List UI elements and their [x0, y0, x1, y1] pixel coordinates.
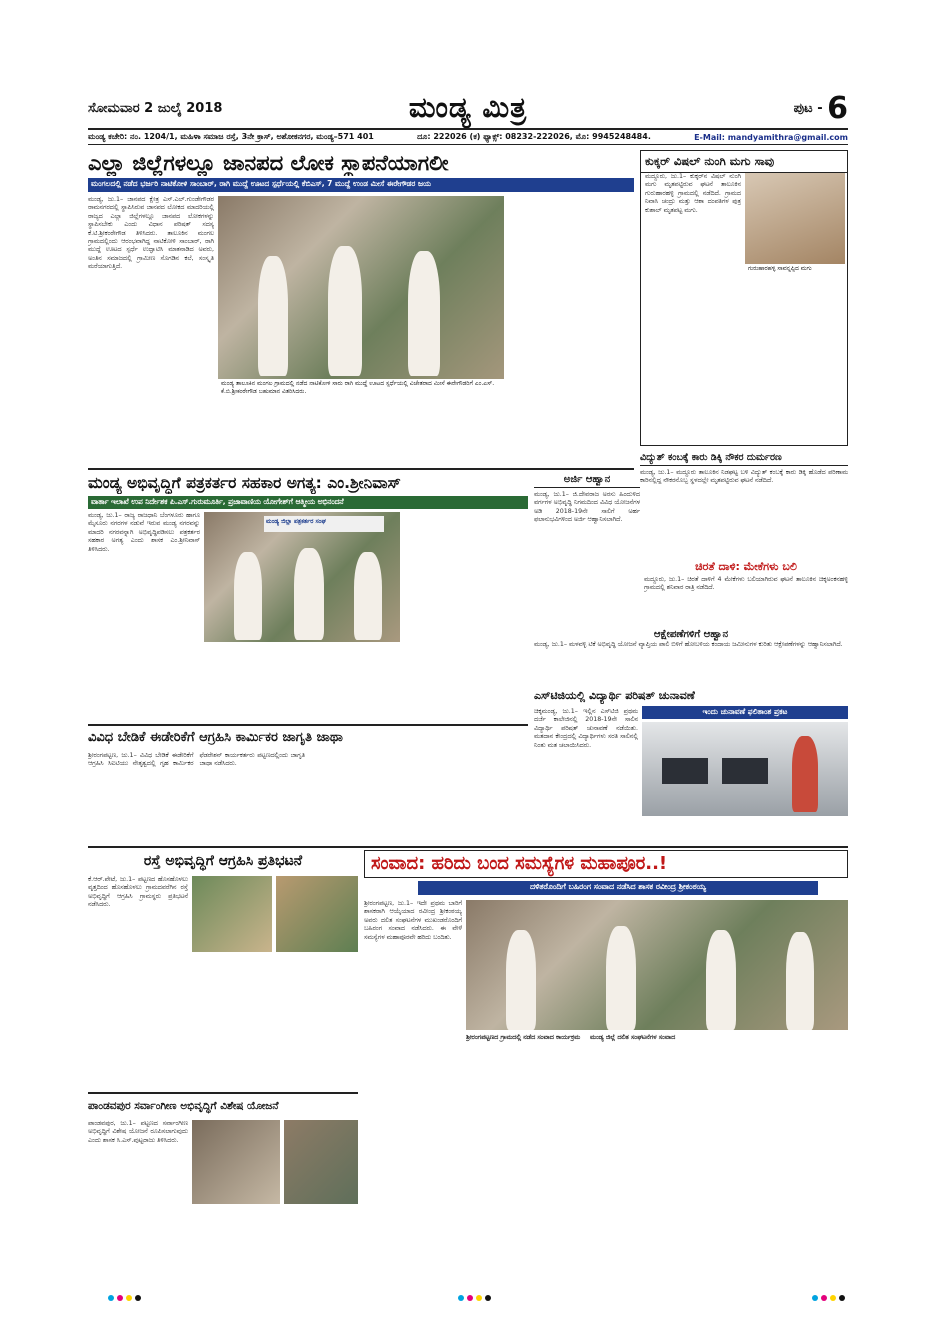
- masthead: [88, 88, 848, 128]
- sfi-body-continued: [642, 818, 848, 842]
- janapada-subhead: ಮಂಗಲದಲ್ಲಿ ನಡೆದ ಭರ್ಜರಿ ನಾಟಿಕೋಳಿ ಸಾಂಬಾರ್, ರಾಗಿ ಮುದ್ದೆ ಊಟದ ಸ್ಪರ್ಧೆಯಲ್ಲಿ ಕೆಬಿಎಸ್, 7 ಮುದ್ದೆ ಉಂಡ ಮೀಸೆ ಈರೇಗೌಡರ ಜಯ: [88, 178, 634, 192]
- vidyut-headline: ವಿದ್ಯುತ್ ಕಂಬಕ್ಕೆ ಕಾರು ಡಿಕ್ಕಿ ನೌಕರ ದುರ್ಮರಣ: [640, 450, 848, 466]
- office-address: ಮಂಡ್ಯ ಕಚೇರಿ: ನಂ. 1204/1, ಮಹಿಳಾ ಸಮಾಜ ರಸ್ತೆ, 3ನೇ ಕ್ರಾಸ್, ಅಶೋಕನಗರ, ಮಂಡ್ಯ–571 401: [88, 132, 374, 141]
- vidyut-story: [640, 450, 848, 554]
- janapada-body: ಮಂಡ್ಯ, ಜು.1– ಜಾನಪದ ಕ್ಷೇತ್ರ ಎಸ್.ಎಲ್.ಗುಂಡೇಗೌಡರ ರಾಮನಗರದಲ್ಲಿ ಸ್ಥಾಪಿಸಿರುವ ಜಾನಪದ ಲೋಕದ ಮಾದರಿಯಲ್ಲಿ ರಾಜ್ಯದ ಎಲ್ಲಾ ಜಿಲ್ಲೆಗಳಲ್ಲೂ ಜಾನಪದ ಲೋಕಗಳನ್ನು ಸ್ಥಾಪಿಸಬೇಕು ಎಂದು ವಿಧಾನ ಪರಿಷತ್ ಸದಸ್ಯ ಕೆ.ಟಿ.ಶ್ರೀಕಂಠೇಗೌಡ ತಿಳಿಸಿದರು. ತಾಲೂಕಿನ ಮಂಗಲ ಗ್ರಾಮದಲ್ಲಿಂದು ಆರಂಭವಾಗಿದ್ದ ನಾಟಿಕೋಳಿ ಸಾಂಬಾರ್, ರಾಗಿ ಮುದ್ದೆ ಊಟದ ಸ್ಪರ್ಧೆ ಉದ್ಘಾಟಿಸಿ ಮಾತನಾಡಿದ ಅವರು, ಅಂತಿನ ಸಮಾಜದಲ್ಲಿ ಗ್ರಾಮೀಣ ಸೊಗಡಿನ ಕಲೆ, ಸಂಸ್ಕೃತಿ ಮರೆಯಾಗುತ್ತಿದೆ.: [88, 196, 214, 271]
- registration-marks-right: [812, 1295, 845, 1301]
- janapada-photo-caption: ಮಂಡ್ಯ ತಾಲೂಕಿನ ಮಂಗಲ ಗ್ರಾಮದಲ್ಲಿ ನಡೆದ ನಾಟಿಕೋಳಿ ಸಾರು ರಾಗಿ ಮುದ್ದೆ ಊಟದ ಸ್ಪರ್ಧೆಯಲ್ಲಿ ವಿಜೇತರಾದ ಮೀಸೆ ಈರೇಗೌಡರಿಗೆ ಎಂ.ಎಸ್. ಕೆ.ಬಿ.ಶ್ರೀಕಂಠೇಗೌಡ ಬಹುಮಾನ ವಿತರಿಸಿದರು.: [218, 379, 504, 396]
- sfi-headline-box: [534, 688, 848, 704]
- akshepane-story: [534, 628, 848, 684]
- sfi-subhead: ಇಂದು ಚುನಾವಣೆ ಫಲಿತಾಂಶ ಪ್ರಕಟ: [642, 706, 848, 719]
- abhivruddhi-photo: [204, 512, 400, 642]
- page-label: ಪುಟ -: [793, 100, 823, 116]
- abhivruddhi-subhead: ವಾರ್ತಾ ಇಲಾಖೆ ಉಪ ನಿರ್ದೇಶಕ ಪಿ.ಎಸ್.ಗುರುಮೂರ್ತಿ, ಪ್ರಜಾವಾಣಿಯ ಯೋಗೇಶ್‌ಗೆ ಆತ್ಮೀಯ ಅಭಿನಂದನೆ: [88, 496, 528, 509]
- page-number: [648, 91, 848, 126]
- raste-body: ಕೆ.ಆರ್.ಪೇಟೆ, ಜು.1– ಪಟ್ಟಣದ ಹೊಸಹೊಳಲು ವೃತ್ತದಿಂದ ಹೊಸಹೊಳಲು ಗ್ರಾಮದವರೆಗಿನ ರಸ್ತೆ ಅಭಿವೃದ್ಧಿಗೆ ಆಗ್ರಹಿಸಿ ಗ್ರಾಮಸ್ಥರು ಪ್ರತಿಭಟನೆ ನಡೆಸಿದರು.: [88, 876, 188, 909]
- pandavapura-photo-1: [192, 1120, 280, 1204]
- samvada-body-col4: [714, 1034, 848, 1290]
- raste-photo-2: [276, 876, 358, 952]
- janapada-body-col3: [508, 196, 634, 464]
- vividha-headline: ವಿವಿಧ ಬೇಡಿಕೆ ಈಡೇರಿಕೆಗೆ ಆಗ್ರಹಿಸಿ ಕಾರ್ಮಿಕರ ಜಾಗೃತಿ ಜಾಥಾ: [88, 730, 343, 745]
- cooker-photo-caption: ಗುರುಹಾರಹಳ್ಳಿ ಸಾವನ್ನಪ್ಪಿದ ಮಗು: [745, 264, 845, 274]
- registration-marks-center: [458, 1295, 491, 1301]
- samvada-body-continued: [466, 1062, 710, 1290]
- pandavapura-photo-2: [284, 1120, 358, 1204]
- raste-headline: ರಸ್ತೆ ಅಭಿವೃದ್ಧಿಗೆ ಆಗ್ರಹಿಸಿ ಪ್ರತಿಭಟನೆ: [143, 853, 303, 869]
- pandavapura-body: ಪಾಂಡವಪುರ, ಜು.1– ಪಟ್ಟಣದ ಸರ್ವಾಂಗೀಣ ಅಭಿವೃದ್ಧಿಗೆ ವಿಶೇಷ ಯೋಜನೆ ರೂಪಿಸಲಾಗುವುದು ಎಂದು ಶಾಸಕ ಸಿ.ಎಸ್.ಪುಟ್ಟರಾಜು ತಿಳಿಸಿದರು.: [88, 1120, 188, 1144]
- chirate-headline: ಚಿರತೆ ದಾಳಿ: ಮೇಕೆಗಳು ಬಲಿ: [695, 560, 797, 573]
- abhivruddhi-headline: ಮಂಡ್ಯ ಅಭಿವೃದ್ಧಿಗೆ ಪತ್ರಕರ್ತರ ಸಹಕಾರ ಅಗತ್ಯ: ಎಂ.ಶ್ರೀನಿವಾಸ್: [88, 474, 401, 492]
- samvada-caption-2: ಮಂಡ್ಯ ಜಿಲ್ಲೆ ದಲಿತ ಸಂಘಟನೆಗಳ ಸಂವಾದ: [590, 1034, 676, 1041]
- vividha-body: ಶ್ರೀರಂಗಪಟ್ಟಣ, ಜು.1– ವಿವಿಧ ಬೇಡಿಕೆ ಈಡೇರಿಕೆಗೆ ಆಗ್ರಹಿಸಿ ಸಿಐಟಿಯು ನೇತೃತ್ವದಲ್ಲಿ ಗೃಹ ಕಾರ್ಮಿಕರ ಫೆಡರೇಶನ್ ಕಾರ್ಯಕರ್ತರು ಪಟ್ಟಣದಲ್ಲಿಂದು ಜಾಗೃತಿ ಜಾಥಾ ನಡೆಸಿದರು.: [88, 752, 305, 768]
- raste-body-continued: [192, 956, 358, 1088]
- pandavapura-body-continued: [192, 1208, 358, 1290]
- samvada-photo: [466, 900, 848, 1030]
- samvada-headline-box: [364, 850, 848, 878]
- issue-date: ಸೋಮವಾರ 2 ಜುಲೈ 2018: [88, 100, 223, 116]
- samvada-caption-1: ಶ್ರೀರಂಗಪಟ್ಟಣದ ಗ್ರಾಮದಲ್ಲಿ ನಡೆದ ಸಂವಾದ ಕಾರ್ಯಕ್ರಮ: [466, 1034, 581, 1041]
- vividha-headline-box: [88, 728, 528, 748]
- raste-headline-box: [88, 850, 358, 872]
- samvada-body: ಶ್ರೀರಂಗಪಟ್ಟಣ, ಜು.1– ಇದೇ ಪ್ರಥಮ ಬಾರಿಗೆ ಶಾಸಕರಾಗಿ ಆಯ್ಕೆಯಾದ ರವೀಂದ್ರ ಶ್ರೀಕಂಠಯ್ಯ ಅವರು ದಲಿತ ಸಂಘಟನೆಗಳ ಮುಖಂಡರೊಂದಿಗೆ ಬಹಿರಂಗ ಸಂವಾದ ನಡೆಸಿದರು. ಈ ವೇಳೆ ಸಮಸ್ಯೆಗಳ ಮಹಾಪೂರವೇ ಹರಿದು ಬಂದಿತು.: [364, 900, 462, 941]
- pandavapura-headline-box: [88, 1096, 358, 1116]
- janapada-headline-box: [88, 150, 634, 176]
- arji-headline: ಅರ್ಜಿ ಆಹ್ವಾನ: [534, 472, 640, 488]
- abhivruddhi-body: ಮಂಡ್ಯ, ಜು.1– ರಾಜ್ಯ ರಾಜಧಾನಿ ಬೆಂಗಳೂರು ಹಾಗೂ ಮೈಸೂರು ನಗರಗಳ ನಡುವೆ ಇರುವ ಮಂಡ್ಯ ನಗರವನ್ನು ಮಾದರಿ ನಗರವನ್ನಾಗಿ ಅಭಿವೃದ್ಧಿಪಡಿಸಲು ಪತ್ರಕರ್ತರ ಸಹಕಾರ ಅಗತ್ಯ ಎಂದು ಶಾಸಕ ಎಂ.ಶ್ರೀನಿವಾಸ್ ತಿಳಿಸಿದರು.: [88, 512, 200, 553]
- arji-body: ಮಂಡ್ಯ, ಜು.1– ಜಿ.ದೇವರಾಜ ಅರಸು ಹಿಂದುಳಿದ ವರ್ಗಗಳ ಅಭಿವೃದ್ಧಿ ನಿಗಮದಿಂದ ವಿವಿಧ ಯೋಜನೆಗಳ ಅಡಿ 2018-19ನೇ ಸಾಲಿಗೆ ಅರ್ಹ ಫಲಾನುಭವಿಗಳಿಂದ ಅರ್ಜಿ ಆಹ್ವಾನಿಸಲಾಗಿದೆ.: [534, 491, 640, 524]
- abhivruddhi-body-continued: [204, 646, 400, 720]
- janapada-headline: ಎಲ್ಲಾ ಜಿಲ್ಲೆಗಳಲ್ಲೂ ಜಾನಪದ ಲೋಕ ಸ್ಥಾಪನೆಯಾಗಲೀ: [88, 151, 449, 175]
- address-bar: [88, 128, 848, 145]
- abhivruddhi-banner: ಮಂಡ್ಯ ಜಿಲ್ಲಾ ಪತ್ರಕರ್ತರ ಸಂಘ: [264, 516, 384, 532]
- cooker-story-box: [640, 150, 848, 446]
- sfi-body: ಚಿಕ್ಕಮಂಡ್ಯ, ಜು.1– ಇಲ್ಲಿನ ಎಸ್‌ಟಿಜಿ ಪ್ರಥಮ ದರ್ಜೆ ಕಾಲೇಜಿನಲ್ಲಿ 2018-19ನೇ ಸಾಲಿನ ವಿದ್ಯಾರ್ಥಿ ಪರಿಷತ್ ಚುನಾವಣೆ ನಡೆಯಿತು. ಮತದಾನ ಕೇಂದ್ರದಲ್ಲಿ ವಿದ್ಯಾರ್ಥಿಗಳು ಸರತಿ ಸಾಲಿನಲ್ಲಿ ನಿಂತು ಮತ ಚಲಾಯಿಸಿದರು.: [534, 708, 638, 749]
- chirate-body: ಮದ್ದೂರು, ಜು.1– ಚಿರತೆ ದಾಳಿಗೆ 4 ಮೇಕೆಗಳು ಬಲಿಯಾಗಿರುವ ಘಟನೆ ತಾಲೂಕಿನ ಚಿಕ್ಕಅಂಕನಹಳ್ಳಿ ಗ್ರಾಮದಲ್ಲಿ ಶನಿವಾರ ರಾತ್ರಿ ನಡೆದಿದೆ.: [644, 576, 848, 592]
- sfi-photo: [642, 722, 848, 816]
- email-address: E-Mail: mandyamithra@gmail.com: [694, 132, 848, 142]
- vidyut-body: ಮಂಡ್ಯ, ಜು.1– ಮದ್ದೂರು ತಾಲೂಕಿನ ನಿಡಘಟ್ಟ ಬಳಿ ವಿದ್ಯುತ್ ಕಂಬಕ್ಕೆ ಕಾರು ಡಿಕ್ಕಿ ಹೊಡೆದ ಪರಿಣಾಮ ಕಾರಿನಲ್ಲಿದ್ದ ನೌಕರನೊಬ್ಬ ಸ್ಥಳದಲ್ಲೇ ಮೃತಪಟ್ಟಿರುವ ಘಟನೆ ನಡೆದಿದೆ.: [640, 469, 848, 485]
- raste-photo-1: [192, 876, 272, 952]
- cooker-headline: ಕುಕ್ಕರ್ ವಿಷಲ್ ನುಂಗಿ ಮಗು ಸಾವು: [641, 151, 847, 173]
- akshepane-body: ಮಂಡ್ಯ, ಜು.1– ಮಳವಳ್ಳಿ ಟಿಕೆ ಅಭಿವೃದ್ಧಿ ಯೋಜನೆ ವ್ಯಾಪ್ತಿಯ ಪಾಲಿ ಬಿಳಿಗೆ ಹೋಬಳಿಯ ಕಂದಾಯ ಜಮೀನುಗಳ ಕುರಿತು ಆಕ್ಷೇಪಣೆಗಳನ್ನು ಆಹ್ವಾನಿಸಲಾಗಿದೆ.: [534, 641, 843, 648]
- samvada-subhead: ದಳಿತರೊಂದಿಗೆ ಬಹಿರಂಗ ಸಂವಾದ ನಡೆಸಿದ ಶಾಸಕ ರವೀಂದ್ರ ಶ್ರೀಕಂಠಯ್ಯ: [418, 881, 818, 895]
- pandavapura-headline: ಪಾಂಡವಪುರ ಸರ್ವಾಂಗೀಣ ಅಭಿವೃದ್ಧಿಗೆ ವಿಶೇಷ ಯೋಜನೆ: [88, 1100, 279, 1112]
- page-number-value: 6: [827, 90, 848, 126]
- child-photo: [745, 173, 845, 273]
- janapada-body-continued: [218, 400, 504, 464]
- arji-story: [534, 472, 640, 596]
- cooker-body: ಮದ್ದೂರು, ಜು.1– ಕುಕ್ಕರ್‌ನ ವಿಷಲ್ ನುಂಗಿ ಮಗು ಮೃತಪಟ್ಟಿರುವ ಘಟನೆ ತಾಲೂಕಿನ ಗುರುಹಾರಹಳ್ಳಿ ಗ್ರಾಮದಲ್ಲಿ ನಡೆದಿದೆ. ಗ್ರಾಮದ ನಿವಾಸಿ ಚಂದ್ರು ಮತ್ತು ಆಶಾ ದಂಪತಿಗಳ ಪುತ್ರ ಕುಶಾಲ್ ಮೃತಪಟ್ಟ ಮಗು.: [645, 173, 741, 214]
- samvada-body-col1-continued: [364, 1114, 462, 1290]
- janapada-photo: [218, 196, 504, 396]
- newspaper-logo: ಮಂಡ್ಯ ಮಿತ್ರ: [408, 91, 528, 124]
- abhivruddhi-headline-box: [88, 472, 528, 494]
- chirate-story: [644, 558, 848, 624]
- samvada-headline: ಸಂವಾದ: ಹರಿದು ಬಂದ ಸಮಸ್ಯೆಗಳ ಮಹಾಪೂರ..!: [371, 853, 668, 874]
- registration-marks-left: [108, 1295, 141, 1301]
- phone-numbers: ದೂ: 222026 (ಕ) ಫ್ಯಾಕ್ಸ್: 08232-222026, ಮೊ: 9945248484.: [417, 132, 651, 141]
- sfi-headline: ಎಸ್‌ಟಿಜಿಯಲ್ಲಿ ವಿದ್ಯಾರ್ಥಿ ಪರಿಷತ್ ಚುನಾವಣೆ: [534, 689, 695, 702]
- akshepane-headline: ಆಕ್ಷೇಪಣೆಗಳಿಗೆ ಆಹ್ವಾನ: [653, 629, 729, 640]
- newspaper-page: [88, 88, 848, 1303]
- abhivruddhi-body-col3: [404, 512, 528, 720]
